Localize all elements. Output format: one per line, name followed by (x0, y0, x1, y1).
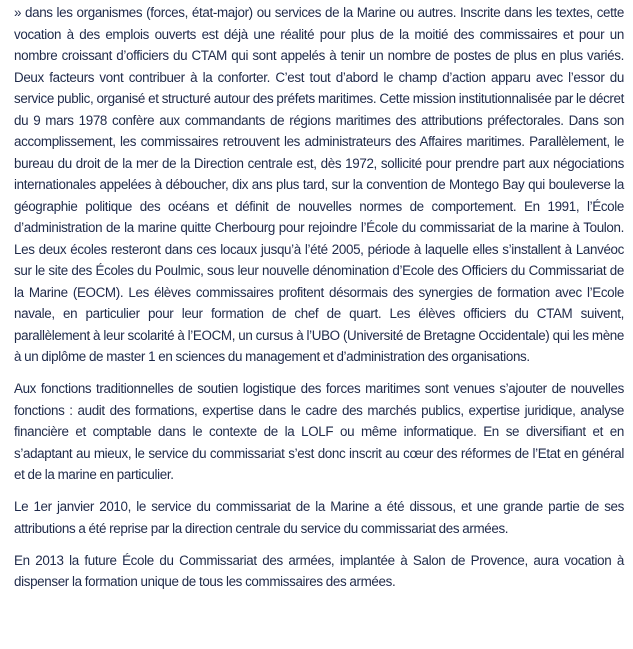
paragraph-history: » dans les organismes (forces, état-major) ou services de la Marine ou autres. Inscrite dans les textes, cette vocation à des emplois ouverts est déjà une réalité pour plus de la moitié des commissaires et pour un nombre croissant d’officiers du CTAM qui sont appelés à tenir un nombre de postes de plus en plus variés. Deux facteurs vont contribuer à la conforter. C’est tout d’abord le champ d’action apparu avec l’essor du service public, organisé et structuré autour des préfets maritimes. Cette mission institutionnalisée par le décret du 9 mars 1978 confère aux commandants de régions maritimes des attributions préfectorales. Dans son accomplissement, les commissaires retrouvent les administrateurs des Affaires maritimes. Parallèlement, le bureau du droit de la mer de la Direction centrale est, dès 1972, sollicité pour prendre part aux négociations internationales appelées à déboucher, dix ans plus tard, sur la convention de Montego Bay qui bouleverse la géographie politique des océans et définit de nouvelles normes de comportement. En 1991, l’École d’administration de la marine quitte Cherbourg pour rejoindre l’École du commissariat de la marine à Toulon. Les deux écoles resteront dans ces locaux jusqu’à l’été 2005, période à laquelle elles s’installent à Lanvéoc sur le site des Écoles du Poulmic, sous leur nouvelle dénomination d’Ecole des Officiers du Commissariat de la Marine (EOCM). Les élèves commissaires profitent désormais des synergies de formation avec l’Ecole navale, en particulier pour leur formation de chef de quart. Les élèves officiers du CTAM suivent, parallèlement à leur scolarité à l’EOCM, un cursus à l’UBO (Université de Bretagne Occidentale) qui les mène à un diplôme de master 1 en sciences du management et d’administration des organisations. (14, 5, 624, 364)
paragraph-school-2013: En 2013 la future École du Commissariat des armées, implantée à Salon de Provence, aura vocation à dispenser la formation unique de tous les commissaires des armées. (14, 552, 624, 589)
paragraph-dissolution-2010: Le 1er janvier 2010, le service du commissariat de la Marine a été dissous, et une grande partie de ses attributions a été reprise par la direction centrale du service du commissariat des armées. (14, 499, 624, 536)
paragraph-new-functions: Aux fonctions traditionnelles de soutien logistique des forces maritimes sont venues s’ajouter de nouvelles fonctions : audit des formations, expertise dans le cadre des marchés publics, expertise juridique, analyse financière et comptable dans le contexte de la LOLF ou même informatique. En se diversifiant et en s’adaptant au mieux, le service du commissariat s’est donc inscrit au cœur des réformes de l’Etat en général et de la marine en particulier. (14, 381, 624, 482)
document-body (14, 2, 624, 603)
